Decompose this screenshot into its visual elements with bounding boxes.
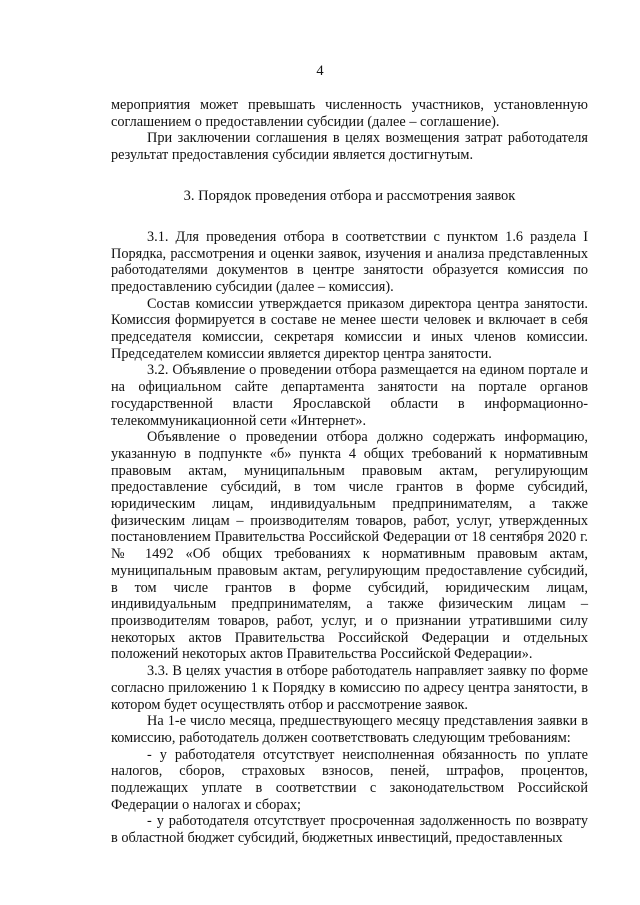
paragraph-3-2: 3.2. Объявление о проведении отбора размещается на едином портале и на официальном сайте департамента занятости на портале органов государственной власти Ярославской области в информационно-телекоммуникационной сети «Интернет». bbox=[111, 362, 588, 429]
paragraph-3-3: 3.3. В целях участия в отборе работодатель направляет заявку по форме согласно приложению 1 к Порядку в комиссию по адресу центра занятости, в котором будет осуществлять отбор и рассмотрение заявок. bbox=[111, 663, 588, 713]
requirement-no-tax-debt: - у работодателя отсутствует неисполненная обязанность по уплате налогов, сборов, страховых взносов, пеней, штрафов, процентов, подлежащих уплате в соответствии с законодательством Российской Федерации о налогах и сборах; bbox=[111, 746, 588, 813]
section-title: 3. Порядок проведения отбора и рассмотрения заявок bbox=[183, 187, 516, 204]
paragraph-announcement-content: Объявление о проведении отбора должно содержать информацию, указанную в подпункте «б» пункта 4 общих требований к нормативным правовым актам, муниципальным правовым актам, регулирующим предоставление субсидий, в том числе грантов в форме субсидий, юридическим лицам, индивидуальным предпринимателям, а также физическим лицам – производителям товаров, работ, услуг, утвержденных постановлением Правительства Российской Федерации от 18 сентября 2020 г. № 1492 «Об общих требованиях к нормативным правовым актам, муниципальным правовым актам, регулирующим предоставление субсидий, в том числе грантов в форме субсидий, юридическим лицам, индивидуальным предпринимателям, а также физическим лицам – производителям товаров, работ, услуг, и о признании утратившими силу некоторых актов Правительства Российской Федерации и отдельных положений некоторых актов Правительства Российской Федерации». bbox=[111, 429, 588, 663]
page-number: 4 bbox=[316, 63, 324, 79]
paragraph-requirements-intro: На 1-е число месяца, предшествующего месяцу представления заявки в комиссию, работодатель должен соответствовать следующим требованиям: bbox=[111, 713, 588, 746]
paragraph-commission-composition: Состав комиссии утверждается приказом директора центра занятости. Комиссия формируется в составе не менее шести человек и включает в себя председателя комиссии, секретаря комиссии и иных членов комиссии. Председателем комиссии является директор центра занятости. bbox=[111, 295, 588, 362]
intro-paragraph: При заключении соглашения в целях возмещения затрат работодателя результат предоставления субсидии является достигнутым. bbox=[111, 130, 588, 164]
requirement-no-overdue-debt: - у работодателя отсутствует просроченная задолженность по возврату в областной бюджет субсидий, бюджетных инвестиций, предоставленных bbox=[111, 813, 588, 847]
paragraph-3-1: 3.1. Для проведения отбора в соответствии с пунктом 1.6 раздела I Порядка, рассмотрения и оценки заявок, изучения и анализа представленных работодателями документов в центре занятости образуется комиссия по предоставлению субсидии (далее – комиссия). bbox=[111, 228, 588, 295]
intro-paragraph-continuation: мероприятия может превышать численность участников, установленную соглашением о предоставлении субсидии (далее – соглашение). bbox=[111, 97, 588, 130]
document-body bbox=[111, 97, 588, 847]
